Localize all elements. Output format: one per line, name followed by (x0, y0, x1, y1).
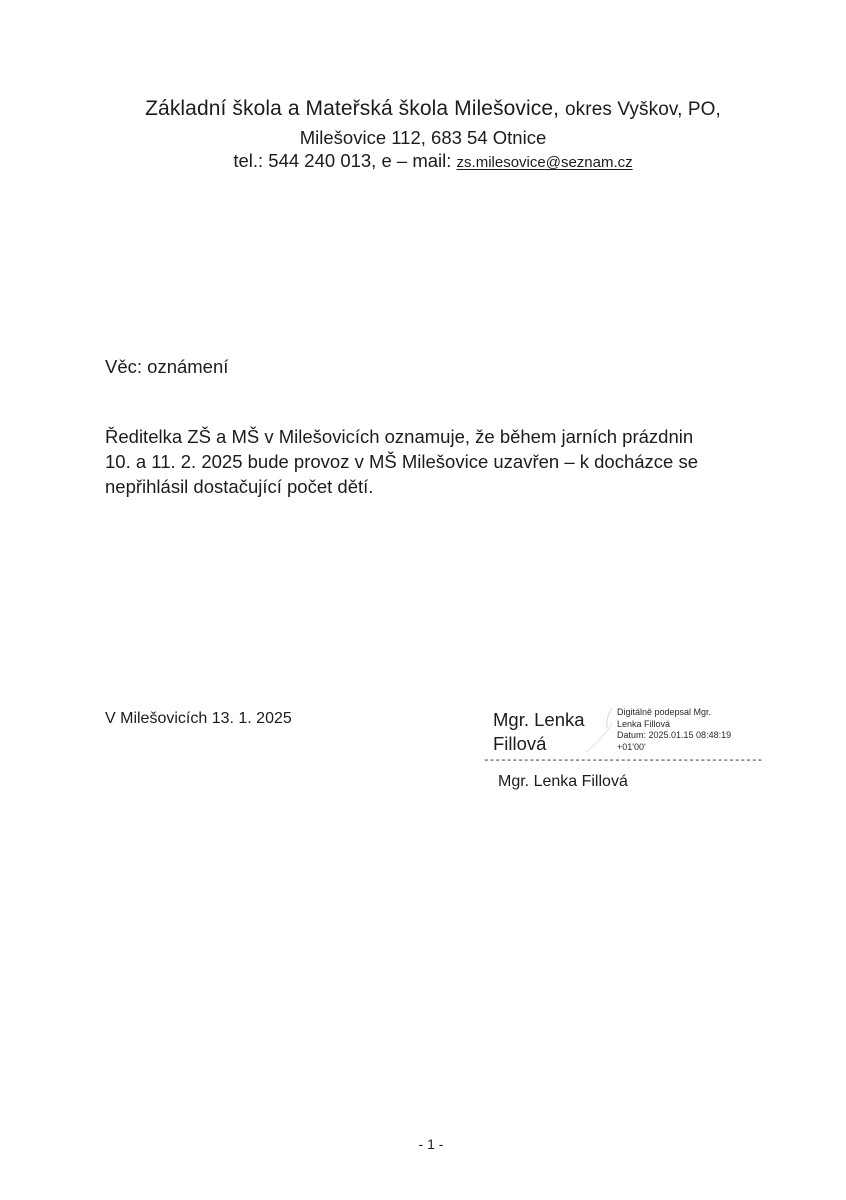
signature-name (493, 708, 585, 756)
place-and-date: V Milešovicích 13. 1. 2025 (105, 710, 292, 727)
digital-signature-mark-icon (582, 706, 622, 756)
school-name-line (0, 97, 846, 121)
subject-line: Věc: oznámení (105, 356, 229, 377)
school-district: okres Vyškov, PO, (565, 99, 721, 120)
page-number: - 1 - (418, 1136, 444, 1152)
body-line: Ředitelka ZŠ a MŠ v Milešovicích oznamuje, že během jarních prázdnin (105, 426, 694, 447)
email-link[interactable]: zs.milesovice@seznam.cz (456, 154, 633, 171)
phone-text: tel.: 544 240 013, e – mail: (233, 150, 452, 171)
signature-name-line1: Mgr. Lenka (493, 709, 585, 730)
signature-detail-line: Lenka Fillová (617, 718, 671, 729)
announcement-body (105, 424, 765, 499)
signature-dashed-line: ------------------------------------------------- (483, 755, 763, 767)
signature-name-line2: Fillová (493, 733, 547, 754)
signature-detail-line: Datum: 2025.01.15 08:48:19 (617, 730, 732, 740)
body-line: 10. a 11. 2. 2025 bude provoz v MŠ Milešovice uzavřen – k docházce se (105, 451, 699, 472)
contact-line (0, 150, 846, 172)
body-line: nepřihlásil dostačující počet dětí. (105, 476, 374, 497)
signature-detail-line: +01'00' (617, 741, 646, 752)
school-address: Milešovice 112, 683 54 Otnice (299, 127, 547, 148)
signature-detail-line: Digitálně podepsal Mgr. (617, 707, 712, 717)
digital-signature-details (617, 707, 731, 753)
signer-name: Mgr. Lenka Fillová (498, 773, 628, 790)
school-name: Základní škola a Mateřská škola Milešovice, (145, 97, 560, 120)
